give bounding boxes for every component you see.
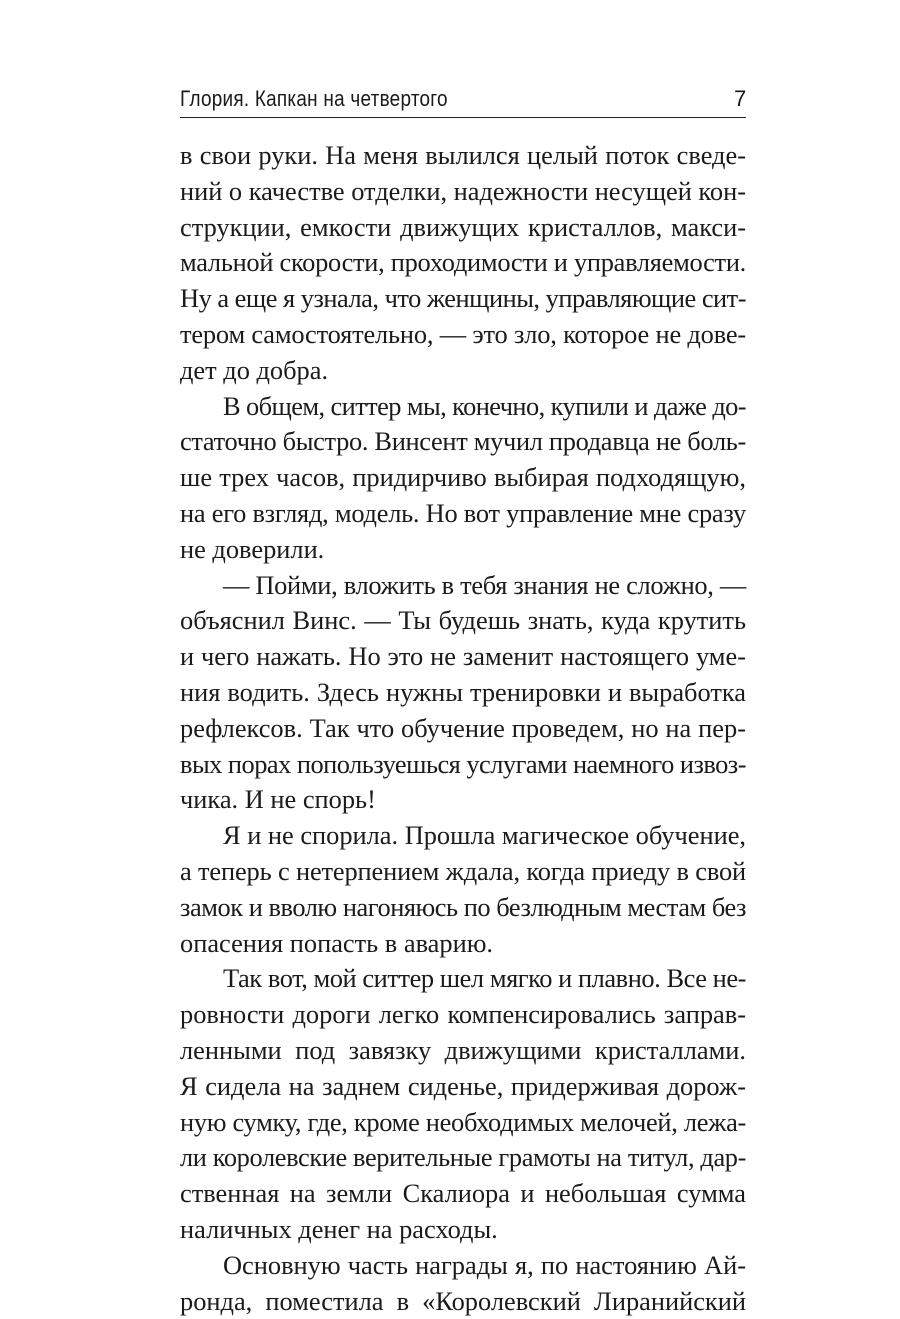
text-line: ную сумку, где, кроме необходимых мелочей, лежа- xyxy=(180,1105,746,1141)
text-line: ше трех часов, придирчиво выбирая подходящую, xyxy=(180,460,746,496)
text-line: ственная на земли Скалиора и небольшая сумма xyxy=(180,1176,746,1212)
text-line: — Пойми, вложить в тебя знания не сложно, — xyxy=(180,568,746,604)
text-line: статочно быстро. Винсент мучил продавца не боль- xyxy=(180,424,746,460)
text-line: мальной скорости, проходимости и управляемости. xyxy=(180,245,746,281)
text-line: в свои руки. На меня вылился целый поток сведе- xyxy=(180,138,746,174)
running-header-title: Глория. Капкан на четвертого xyxy=(180,86,448,112)
text-line: на его взгляд, модель. Но вот управление мне сразу xyxy=(180,496,746,532)
text-line: Так вот, мой ситтер шел мягко и плавно. Все не- xyxy=(180,961,746,997)
header-rule xyxy=(180,117,746,118)
text-line: В общем, ситтер мы, конечно, купили и даже до- xyxy=(180,389,746,425)
text-line: ровности дороги легко компенсировались заправ- xyxy=(180,997,746,1033)
text-line: Я сидела на заднем сиденье, придерживая дорож- xyxy=(180,1069,746,1105)
text-line: и чего нажать. Но это не заменит настоящего уме- xyxy=(180,639,746,675)
text-line: замок и вволю нагоняюсь по безлюдным местам без xyxy=(180,890,746,926)
text-line: наличных денег на расходы. xyxy=(180,1212,746,1248)
text-line: ронда, поместила в «Королевский Лиранийский xyxy=(180,1284,746,1319)
text-line: опасения попасть в аварию. xyxy=(180,926,746,962)
text-line: ния водить. Здесь нужны тренировки и выработка xyxy=(180,675,746,711)
text-line: а теперь с нетерпением ждала, когда приеду в свой xyxy=(180,854,746,890)
text-line: объяснил Винс. — Ты будешь знать, куда крутить xyxy=(180,603,746,639)
page-number: 7 xyxy=(734,86,746,112)
running-header xyxy=(180,84,667,118)
text-line: ли королевские верительные грамоты на титул, дар- xyxy=(180,1140,746,1176)
text-line: не доверили. xyxy=(180,532,746,568)
text-line: чика. И не спорь! xyxy=(180,782,746,818)
text-line: струкции, емкости движущих кристаллов, макси- xyxy=(180,210,746,246)
text-line: ний о качестве отделки, надежности несущей кон- xyxy=(180,174,746,210)
text-line: дет до добра. xyxy=(180,353,746,389)
text-line: Основную часть награды я, по настоянию Ай- xyxy=(180,1248,746,1284)
text-line: тером самостоятельно, — это зло, которое не дове- xyxy=(180,317,746,353)
text-line: рефлексов. Так что обучение проведем, но на пер- xyxy=(180,711,746,747)
text-line: вых порах попользуешься услугами наемного извоз- xyxy=(180,747,746,783)
text-line: Ну а еще я узнала, что женщины, управляющие сит- xyxy=(180,281,746,317)
text-line: Я и не спорила. Прошла магическое обучение, xyxy=(180,818,746,854)
text-line: ленными под завязку движущими кристаллами. xyxy=(180,1033,746,1069)
body-text xyxy=(180,138,746,1319)
